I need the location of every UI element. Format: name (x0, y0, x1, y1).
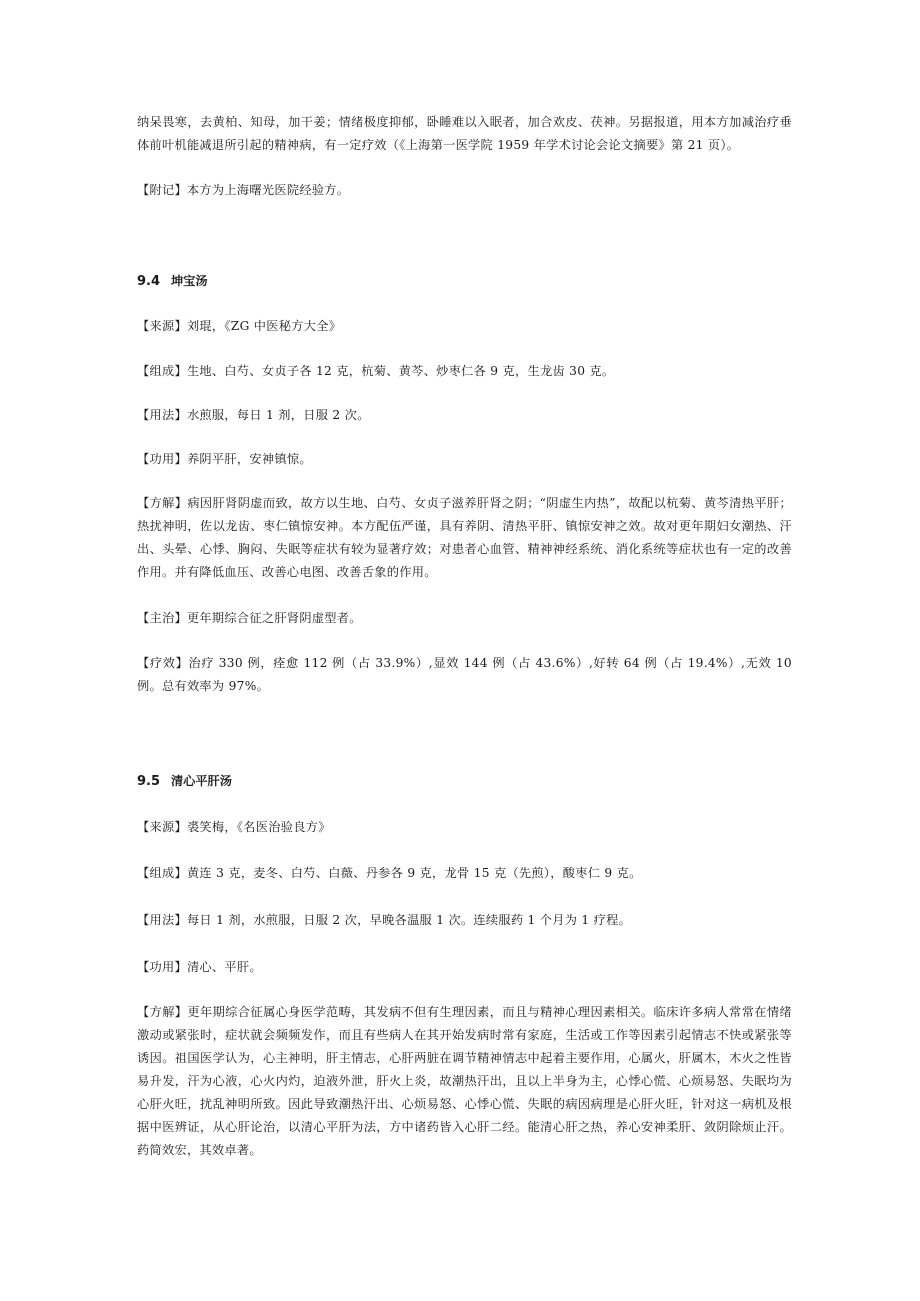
section-number: 9.5 (137, 774, 161, 789)
usage-paragraph: 【用法】每日 1 剂，水煎服，日服 2 次，早晚各温服 1 次。连续服药 1 个月为 1 疗程。 (137, 913, 632, 927)
intro-paragraph: 纳呆畏寒，去黄柏、知母，加干姜；情绪极度抑郁，卧睡难以入眠者，加合欢皮、茯神。另据报道，用本方加减治疗垂体前叶机能减退所引起的精神病，有一定疗效（《上海第一医学院 1959 年学术讨论会论文摘要》第 21 页）。 (137, 115, 792, 152)
section-heading-9-5 (137, 770, 792, 793)
source-paragraph: 【来源】裘笑梅，《名医治验良方》 (137, 820, 331, 834)
usage-paragraph: 【用法】水煎服，每日 1 剂，日服 2 次。 (137, 408, 370, 422)
analysis-paragraph: 【方解】病因肝肾阴虚而致，故方以生地、白芍、女贞子滋养肝肾之阴；“阴虚生内热”，故配以杭菊、黄芩清热平肝；热扰神明，佐以龙齿、枣仁镇惊安神。本方配伍严谨，具有养阴、清热平肝、镇惊安神之效。故对更年期妇女潮热、汗出、头晕、心悸、胸闷、失眠等症状有较为显著疗效；对患者心血管、精神神经系统、消化系统等症状也有一定的改善作用。并有降低血压、改善心电图、改善舌象的作用。 (137, 496, 792, 579)
function-paragraph: 【功用】养阴平肝，安神镇惊。 (137, 452, 312, 466)
efficacy-paragraph: 【疗效】治疗 330 例，痊愈 112 例（占 33.9%）,显效 144 例（占 43.6%）,好转 64 例（占 19.4%）,无效 10 例。总有效率为 97%。 (137, 656, 792, 693)
section-title: 坤宝汤 (171, 274, 208, 288)
source-paragraph: 【来源】刘琨，《ZG 中医秘方大全》 (137, 319, 342, 333)
section-title: 清心平肝汤 (171, 774, 232, 788)
indication-paragraph: 【主治】更年期综合征之肝肾阴虚型者。 (137, 611, 362, 625)
function-paragraph: 【功用】清心、平肝。 (137, 960, 262, 974)
section-heading-9-4 (137, 270, 792, 293)
composition-paragraph: 【组成】生地、白芍、女贞子各 12 克，杭菊、黄芩、炒枣仁各 9 克，生龙齿 30 克。 (137, 364, 615, 378)
appendix-note: 【附记】本方为上海曙光医院经验方。 (137, 183, 350, 197)
section-number: 9.4 (137, 274, 161, 289)
composition-paragraph: 【组成】黄连 3 克，麦冬、白芍、白薇、丹参各 9 克，龙骨 15 克（先煎），酸枣仁 9 克。 (137, 866, 642, 880)
analysis-paragraph: 【方解】更年期综合征属心身医学范畴，其发病不但有生理因素，而且与精神心理因素相关。临床许多病人常常在情绪激动或紧张时，症状就会频频发作，而且有些病人在其开始发病时常有家庭，生活或工作等因素引起情志不快或紧张等诱因。祖国医学认为，心主神明，肝主情志，心肝两脏在调节精神情志中起着主要作用，心属火，肝属木，木火之性皆易升发，汗为心液，心火内灼，迫液外泄，肝火上炎，故潮热汗出，且以上半身为主，心悸心慌、心烦易怒、失眠均为心肝火旺，扰乱神明所致。因此导致潮热汗出、心烦易怒、心悸心慌、失眠的病因病理是心肝火旺，针对这一病机及根据中医辨证，从心肝论治，以清心平肝为法，方中诸药皆入心肝二经。能清心肝之热，养心安神柔肝、敛阴除烦止汗。药简效宏，其效卓著。 (137, 1005, 792, 1157)
